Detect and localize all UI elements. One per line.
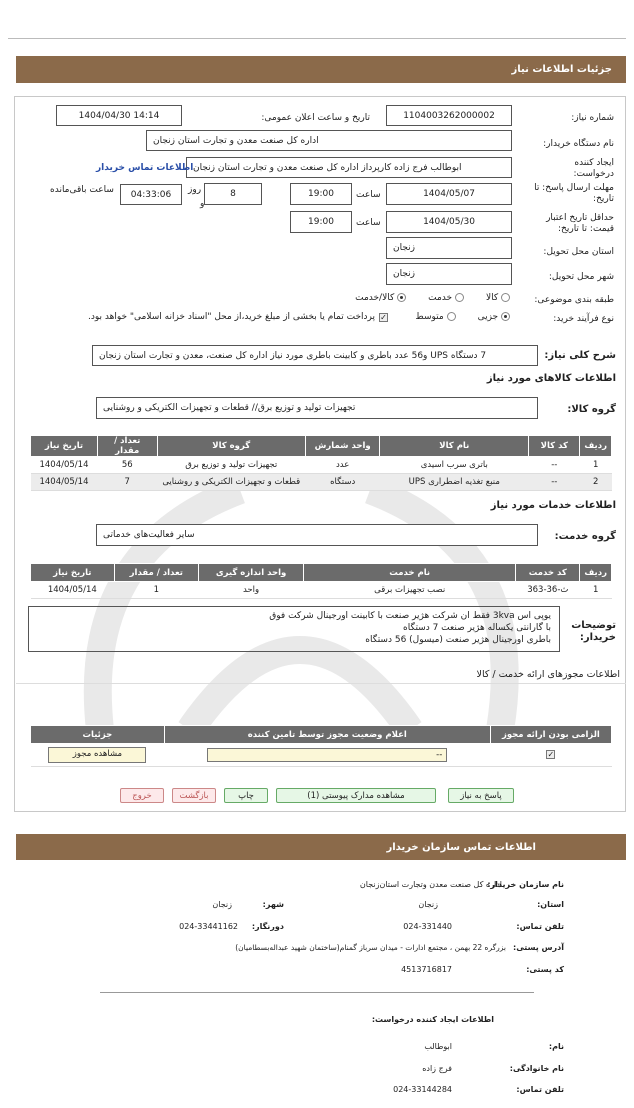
phone-value: 024-331440 (403, 922, 452, 931)
attachments-button[interactable]: مشاهده مدارک پیوستی (1) (276, 788, 436, 803)
contact-section-title: اطلاعات تماس سازمان خریدار (16, 834, 626, 860)
table-row[interactable] (31, 474, 612, 491)
services-group-label: گروه خدمت: (554, 531, 616, 542)
city-label: شهر محل تحویل: (548, 272, 614, 282)
category-radios (355, 293, 510, 303)
status-cell (164, 744, 490, 767)
process-option-medium[interactable]: متوسط (415, 312, 455, 322)
org-label: نام سازمان خریدار: (487, 880, 564, 889)
cell: 1404/05/14 (31, 457, 98, 474)
process-option-partial[interactable]: جزیی (478, 312, 510, 322)
remaining-time-field: 04:33:06 (120, 184, 182, 205)
cell: -- (529, 457, 580, 474)
col-status: اعلام وضعیت مجوز توسط تامین کننده (164, 726, 490, 744)
days-label: روز (188, 185, 202, 195)
buyer-contact-link[interactable]: اطلاعات تماس خریدار (96, 163, 194, 173)
validity-time-field: 19:00 (290, 211, 352, 233)
services-group-field: سایر فعالیت‌های خدماتی (96, 524, 538, 546)
announce-field: 1404/04/30 14:14 (56, 105, 182, 126)
cell: 2 (580, 474, 612, 491)
table-row[interactable] (31, 582, 612, 599)
deadline-label-1: مهلت ارسال پاسخ: تا (534, 183, 614, 193)
creator-phone-label: تلفن تماس: (516, 1085, 564, 1094)
validity-date-field: 1404/05/30 (386, 211, 512, 233)
city-contact-value: زنجان (212, 900, 232, 909)
cell: نصب تجهیزات برقی (304, 582, 516, 599)
category-label: طبقه بندی موضوعی: (534, 295, 614, 305)
cell: عدد (305, 457, 379, 474)
reply-button[interactable]: پاسخ به نیاز (448, 788, 514, 803)
top-divider (8, 38, 626, 39)
days-field: 8 (204, 183, 262, 205)
cell: ث-36-363 (516, 582, 580, 599)
postal-value: 4513716817 (401, 965, 452, 974)
col-qty: تعداد / مقدار (97, 436, 157, 457)
postal-label: کد پستی: (526, 965, 564, 974)
buyer-org-field: اداره کل صنعت معدن و تجارت استان زنجان (146, 130, 512, 151)
col-group: گروه کالا (157, 436, 305, 457)
radio-icon (447, 312, 456, 321)
details-cell (31, 744, 165, 767)
goods-group-label: گروه کالا: (567, 404, 616, 415)
and-label: و (200, 199, 205, 209)
cell: 56 (97, 457, 157, 474)
col-service-name: نام خدمت (304, 564, 516, 582)
permits-title: اطلاعات مجوزهای ارائه خدمت / کالا (476, 669, 620, 680)
requester-label-1: ایجاد کننده (574, 158, 614, 168)
note-line: باطری اورجینال هژیر صنعت (میسول) 56 دستگاه (365, 635, 551, 645)
radio-icon (455, 293, 464, 302)
creator-title: اطلاعات ایجاد کننده درخواست: (371, 1015, 494, 1024)
cell: 1 (580, 457, 612, 474)
phone-label: تلفن تماس: (516, 922, 564, 931)
province-field: زنجان (386, 237, 512, 259)
deadline-label-2: تاریخ: (593, 194, 614, 204)
page-title: جزئیات اطلاعات نیاز (16, 56, 626, 83)
city-field: زنجان (386, 263, 512, 285)
cell: واحد (198, 582, 303, 599)
category-option-goods-service[interactable]: کالا/خدمت (355, 293, 406, 303)
radio-icon (501, 293, 510, 302)
cell: منبع تغذیه اضطراری UPS (380, 474, 529, 491)
cell: -- (529, 474, 580, 491)
requester-field: ابوطالب فرج زاده کارپرداز اداره کل صنعت معدن و تجارت استان زنجان (186, 157, 512, 178)
required-cell (490, 744, 611, 767)
cell: 1404/05/14 (31, 474, 98, 491)
process-label: نوع فرآیند خرید: (553, 314, 614, 324)
need-number-label: شماره نیاز: (571, 113, 614, 123)
permits-header-row (31, 726, 612, 744)
cell: تجهیزات تولید و توزیع برق (157, 457, 305, 474)
radio-selected-icon (397, 293, 406, 302)
buyer-notes-box (28, 606, 560, 652)
goods-section-title: اطلاعات کالاهای مورد نیاز (486, 373, 616, 384)
goods-table (30, 435, 612, 491)
announce-label: تاریخ و ساعت اعلان عمومی: (261, 113, 370, 123)
services-table (30, 563, 612, 599)
print-button[interactable]: چاپ (224, 788, 268, 803)
creator-phone-value: 024-33144284 (393, 1085, 452, 1094)
creator-name-value: ابوطالب (424, 1042, 452, 1051)
col-service-code: کد خدمت (516, 564, 580, 582)
permit-status-field[interactable]: -- (207, 748, 447, 762)
col-details: جزئیات (31, 726, 165, 744)
buyer-notes-label-1: توضیحات (571, 620, 616, 631)
org-value: اداره کل صنعت معدن وتجارت استان‌زنجان (359, 880, 502, 889)
need-number-field: 1104003262000002 (386, 105, 512, 126)
validity-time-label: ساعت (356, 218, 381, 228)
exit-button[interactable]: خروج (120, 788, 164, 803)
services-section-title: اطلاعات خدمات مورد نیاز (490, 500, 616, 511)
city-contact-label: شهر: (262, 900, 284, 909)
checkbox-checked-icon[interactable]: ✓ (380, 312, 387, 322)
cell: 1 (580, 582, 612, 599)
col-qty: تعداد / مقدار (114, 564, 198, 582)
remaining-label: ساعت باقی‌مانده (50, 185, 114, 195)
permits-divider (16, 683, 626, 684)
province-contact-label: استان: (537, 900, 564, 909)
validity-label-1: حداقل تاریخ اعتبار (546, 213, 614, 223)
col-unit: واحد شمارش (305, 436, 379, 457)
creator-family-label: نام خانوادگی: (509, 1064, 564, 1073)
col-code: کد کالا (529, 436, 580, 457)
note-line: یوپی اس 3kva فقط ان شرکت هژیر صنعت با کابینت اورجینال شرکت فوق (269, 611, 551, 621)
category-option-goods[interactable]: کالا (486, 293, 510, 303)
summary-field: 7 دستگاه UPS و56 عدد باطری و کابینت باطری مورد نیاز اداره کل صنعت، معدن و تجارت استان زنجان (92, 345, 538, 366)
address-value: بزرگره 22 بهمن ، مجتمع ادارات - میدان سرباز گمنام(ساختمان شهید عبداله‌بسطامیان) (235, 943, 506, 952)
note-line: با گارانتی یکساله هژیر صنعت 7 دستگاه (403, 623, 551, 633)
col-required: الزامی بودن ارائه مجوز (490, 726, 611, 744)
creator-name-label: نام: (548, 1042, 564, 1051)
province-contact-value: زنجان (418, 900, 438, 909)
buyer-notes-label-2: خریدار: (579, 632, 616, 643)
province-label: استان محل تحویل: (543, 247, 614, 257)
cell: 1 (114, 582, 198, 599)
deadline-date-field: 1404/05/07 (386, 183, 512, 205)
view-permit-button[interactable]: مشاهده مجوز (48, 747, 146, 763)
deadline-time-field: 19:00 (290, 183, 352, 205)
goods-group-field: تجهیزات تولید و توزیع برق// قطعات و تجهیزات الکتریکی و روشنایی (96, 397, 538, 419)
radio-selected-icon (501, 312, 510, 321)
back-button[interactable]: بازگشت (172, 788, 216, 803)
goods-header-row (31, 436, 612, 457)
process-radios (415, 312, 510, 322)
cell: 1404/05/14 (31, 582, 115, 599)
cell: دستگاه (305, 474, 379, 491)
buyer-org-label: نام دستگاه خریدار: (543, 139, 614, 149)
permits-table (30, 725, 612, 767)
col-date: تاریخ نیاز (31, 564, 115, 582)
col-name: نام کالا (380, 436, 529, 457)
fax-value: 024-33441162 (179, 922, 238, 931)
services-header-row (31, 564, 612, 582)
cell: باتری سرب اسیدی (380, 457, 529, 474)
table-row[interactable] (31, 457, 612, 474)
col-date: تاریخ نیاز (31, 436, 98, 457)
table-row (31, 744, 612, 767)
col-row: ردیف (580, 564, 612, 582)
payment-note: ✓ پرداخت تمام یا بخشی از مبلغ خرید،از محل "اسناد خزانه اسلامی" خواهد بود. (87, 312, 387, 322)
fax-label: دورنگار: (251, 922, 284, 931)
validity-label-2: قیمت: تا تاریخ: (558, 224, 614, 234)
cell: 7 (97, 474, 157, 491)
requester-label-2: درخواست: (573, 169, 614, 179)
summary-label: شرح کلی نیاز: (544, 350, 616, 361)
address-label: آدرس پستی: (513, 943, 564, 952)
category-option-service[interactable]: خدمت (428, 293, 464, 303)
deadline-time-label: ساعت (356, 190, 381, 200)
col-row: ردیف (580, 436, 612, 457)
contact-divider (100, 992, 534, 993)
checkbox-checked-icon: ✓ (547, 750, 555, 759)
col-measure-unit: واحد اندازه گیری (198, 564, 303, 582)
creator-family-value: فرج زاده (422, 1064, 452, 1073)
cell: قطعات و تجهیزات الکتریکی و روشنایی (157, 474, 305, 491)
